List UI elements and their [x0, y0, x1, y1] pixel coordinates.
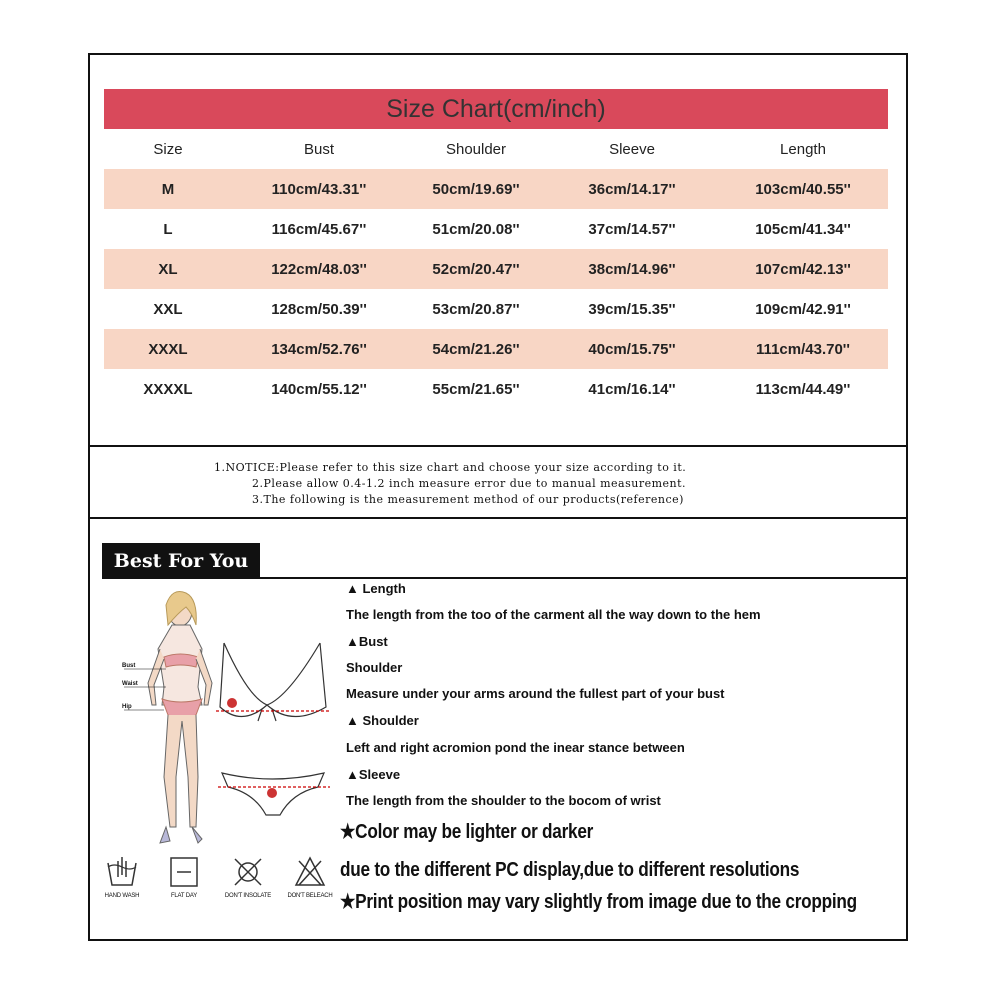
- sleeve-title: ▲Sleeve: [346, 767, 401, 782]
- cell-sleeve: 39cm/15.35'': [588, 300, 676, 318]
- cell-length: 103cm/40.55'': [755, 180, 851, 198]
- length-title: ▲ Length: [346, 581, 406, 596]
- sleeve-desc: The length from the shoulder to the bocom of wrist: [346, 793, 661, 808]
- flat-dry-icon: [167, 855, 201, 889]
- cell-size: XXXL: [148, 340, 188, 358]
- cell-length: 107cm/42.13'': [755, 260, 851, 278]
- care-flat-dry: [154, 855, 214, 899]
- size-chart-title: Size Chart(cm/inch): [104, 89, 888, 129]
- care-hand-wash: [92, 855, 152, 899]
- panty-diagram: [218, 773, 330, 815]
- size-chart-frame: [88, 53, 908, 941]
- header-shoulder: Shoulder: [445, 140, 507, 158]
- header-sleeve: Sleeve: [609, 140, 655, 158]
- woman-figure: [148, 592, 212, 844]
- cell-shoulder: 54cm/21.26'': [432, 340, 520, 358]
- hand-wash-icon: [104, 855, 140, 889]
- cell-sleeve: 36cm/14.17'': [588, 180, 676, 198]
- bust-sub: Shoulder: [346, 660, 403, 675]
- notice-line-1: 1.NOTICE:Please refer to this size chart and choose your size according to it.: [214, 461, 687, 474]
- notice-line-2: 2.Please allow 0.4-1.2 inch measure error due to manual measurement.: [252, 477, 687, 490]
- table-row: [104, 209, 888, 249]
- header-length: Length: [780, 140, 826, 158]
- cell-shoulder: 53cm/20.87'': [432, 300, 520, 318]
- cell-bust: 140cm/55.12'': [271, 380, 367, 398]
- section-divider: [90, 517, 906, 519]
- table-header-row: [104, 129, 888, 169]
- label-waist: Waist: [122, 681, 138, 687]
- cell-size: XL: [158, 260, 178, 278]
- cell-sleeve: 37cm/14.57'': [588, 220, 676, 238]
- label-hip: Hip: [122, 704, 132, 710]
- cell-sleeve: 38cm/14.96'': [588, 260, 676, 278]
- section-divider: [90, 445, 906, 447]
- bra-diagram: [216, 643, 330, 721]
- measurement-figure: [112, 587, 332, 857]
- cell-shoulder: 55cm/21.65'': [432, 380, 520, 398]
- care-dont-bleach: [280, 855, 340, 899]
- shoulder-desc: Left and right acromion pond the inear stance between: [346, 740, 685, 755]
- cell-bust: 122cm/48.03'': [271, 260, 367, 278]
- size-table: [104, 129, 888, 409]
- header-bust: Bust: [303, 140, 334, 158]
- care-label: DON'T INSOLATE: [224, 893, 272, 899]
- care-label: FLAT DAY: [170, 893, 198, 899]
- header-size: Size: [153, 140, 183, 158]
- care-dont-insolate: [218, 855, 278, 899]
- print-note: ★Print position may vary slightly from image due to the cropping: [340, 891, 857, 913]
- table-row: [104, 289, 888, 329]
- no-bleach-icon: [293, 855, 327, 889]
- display-note: due to the different PC display,due to different resolutions: [340, 859, 800, 881]
- cell-bust: 116cm/45.67'': [271, 220, 367, 238]
- table-row: [104, 329, 888, 369]
- table-row: [104, 169, 888, 209]
- notice-line-3: 3.The following is the measurement method of our products(reference): [252, 493, 684, 506]
- no-sun-icon: [231, 855, 265, 889]
- cell-shoulder: 52cm/20.47'': [432, 260, 520, 278]
- bust-desc: Measure under your arms around the fullest part of your bust: [346, 686, 725, 701]
- cell-bust: 128cm/50.39'': [271, 300, 367, 318]
- cell-size: L: [163, 220, 173, 238]
- cell-bust: 134cm/52.76'': [271, 340, 367, 358]
- care-label: HAND WASH: [104, 893, 140, 899]
- cell-length: 105cm/41.34'': [755, 220, 851, 238]
- cell-size: XXL: [153, 300, 183, 318]
- cell-shoulder: 51cm/20.08'': [432, 220, 520, 238]
- cell-bust: 110cm/43.31'': [271, 180, 367, 198]
- best-for-you-tab: Best For You: [102, 543, 260, 579]
- shoulder-title: ▲ Shoulder: [346, 713, 419, 728]
- cell-shoulder: 50cm/19.69'': [432, 180, 520, 198]
- cell-sleeve: 40cm/15.75'': [588, 340, 676, 358]
- cell-length: 109cm/42.91'': [755, 300, 851, 318]
- table-row: [104, 369, 888, 409]
- length-desc: The length from the too of the carment all the way down to the hem: [346, 607, 761, 622]
- label-bust: Bust: [122, 663, 136, 669]
- best-for-you-rule: [102, 577, 908, 579]
- cell-size: XXXXL: [143, 380, 193, 398]
- notice-block: [90, 449, 906, 521]
- table-row: [104, 249, 888, 289]
- bust-title: ▲Bust: [346, 634, 388, 649]
- cell-length: 113cm/44.49'': [755, 380, 851, 398]
- cell-length: 111cm/43.70'': [756, 340, 850, 358]
- cell-sleeve: 41cm/16.14'': [588, 380, 676, 398]
- care-label: DON'T BELEACH: [287, 893, 333, 899]
- color-note: ★Color may be lighter or darker: [340, 821, 594, 843]
- cell-size: M: [161, 180, 175, 198]
